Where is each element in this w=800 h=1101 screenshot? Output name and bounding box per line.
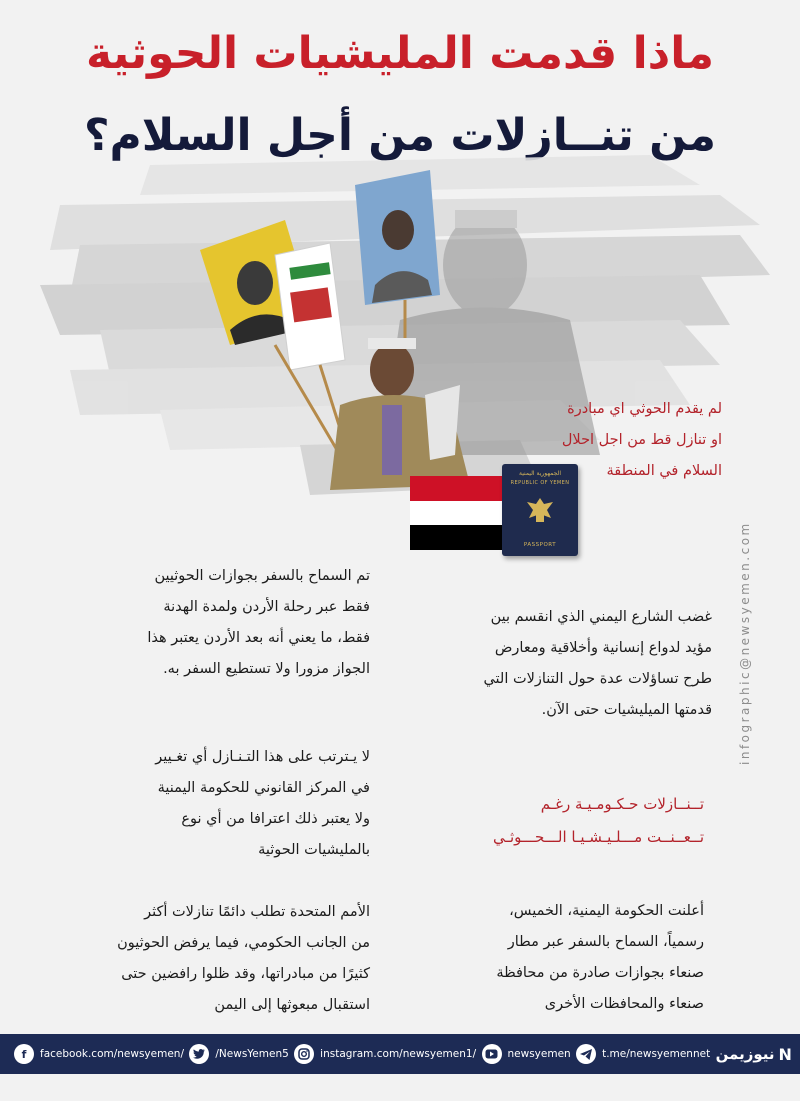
youtube-link[interactable] [482, 1044, 571, 1064]
paragraph-line: فقط، ما يعني أنه بعد الأردن يعتبر هذا [147, 630, 370, 646]
subheading-line: تــنــازلات حـكـومـيـة رغـم [540, 795, 704, 813]
watermark-text: infographic@newsyemen.com [738, 521, 752, 765]
bottom-strip [0, 1074, 800, 1101]
paragraph-line: أعلنت الحكومة اليمنية، الخميس، [509, 903, 704, 919]
instagram-link[interactable] [294, 1044, 476, 1064]
newsyemen-mark-icon: N [778, 1044, 792, 1064]
subheading-line: تــعــنــت مـــلـيـشـيـا الـــحـــوثـي [493, 828, 704, 846]
paragraph-line: من الجانب الحكومي، فيما يرفض الحوثيون [117, 935, 370, 951]
intro-text [482, 394, 722, 487]
twitter-link[interactable] [189, 1044, 288, 1064]
facebook-text: facebook.com/newsyemen/ [40, 1048, 184, 1060]
paragraph-line: فقط عبر رحلة الأردن ولمدة الهدنة [163, 599, 370, 615]
government-announcement-paragraph [474, 896, 704, 1020]
passport-travel-paragraph [70, 561, 370, 685]
passport-top-text: الجمهورية اليمنية [518, 470, 561, 477]
intro-line: لم يقدم الحوثي اي مبادرة [567, 401, 722, 417]
youtube-icon [482, 1044, 502, 1064]
passport-country-text: REPUBLIC OF YEMEN [510, 480, 570, 486]
facebook-icon: f [14, 1044, 34, 1064]
paragraph-line: الجواز مزورا ولا تستطيع السفر به. [163, 661, 370, 677]
telegram-icon [576, 1044, 596, 1064]
paragraph-line: صنعاء والمحافظات الأخرى [544, 996, 704, 1012]
legal-status-paragraph [70, 742, 370, 866]
blue-poster-image [355, 170, 440, 305]
public-reaction-paragraph [412, 602, 712, 726]
paragraph-line: قدمتها الميليشيات حتى الآن. [541, 702, 712, 718]
paragraph-line: لا يـترتب على هذا التـنـازل أي تغـيير [155, 749, 370, 765]
paragraph-line: ولا يعتبر ذلك اعترافا من أي نوع [181, 811, 370, 827]
paragraph-line: كثيرًا من مبادراتها، وقد ظلوا رافضين حتى [121, 966, 370, 982]
paragraph-line: تم السماح بالسفر بجوازات الحوثيين [154, 568, 370, 584]
paragraph-line: رسمياً، السماح بالسفر عبر مطار [507, 934, 704, 950]
paragraph-line: الأمم المتحدة تطلب دائمًا تنازلات أكثر [144, 904, 370, 920]
paragraph-line: في المركز القانوني للحكومة اليمنية [157, 780, 370, 796]
paragraph-line: مؤيد لدواع إنسانية وأخلاقية ومعارض [494, 640, 712, 656]
newsyemen-logo [716, 1045, 792, 1064]
youtube-text: newsyemen [507, 1048, 571, 1060]
intro-line: السلام في المنطقة [606, 463, 722, 479]
facebook-link[interactable] [14, 1044, 184, 1064]
passport-label: PASSPORT [523, 542, 557, 548]
telegram-link[interactable] [576, 1044, 710, 1064]
concessions-subheading [444, 788, 704, 854]
intro-line: او تنازل قط من اجل احلال [561, 432, 722, 448]
telegram-text: t.me/newsyemennet [602, 1048, 711, 1060]
yemen-flag-icon [410, 476, 502, 550]
eagle-emblem-icon [525, 494, 555, 528]
brand-text: نيوزيمن [715, 1045, 775, 1063]
paragraph-line: بالمليشيات الحوثية [258, 842, 370, 858]
title-line-1: ماذا قدمت المليشيات الحوثية [86, 28, 714, 79]
instagram-icon [294, 1044, 314, 1064]
paragraph-line: استقبال مبعوثها إلى اليمن [214, 997, 370, 1013]
social-footer [0, 1034, 800, 1074]
paragraph-line: صنعاء بجوازات صادرة من محافظة [496, 965, 704, 981]
twitter-text: /NewsYemen5 [215, 1048, 289, 1060]
un-paragraph [70, 897, 370, 1021]
title-line-2: من تنــازلات من أجل السلام؟ [84, 110, 716, 161]
paragraph-line: طرح تساؤلات عدة حول التنازلات التي [483, 671, 712, 687]
twitter-icon [189, 1044, 209, 1064]
instagram-text: instagram.com/newsyemen1/ [320, 1048, 477, 1060]
paragraph-line: غضب الشارع اليمني الذي انقسم بين [490, 609, 712, 625]
